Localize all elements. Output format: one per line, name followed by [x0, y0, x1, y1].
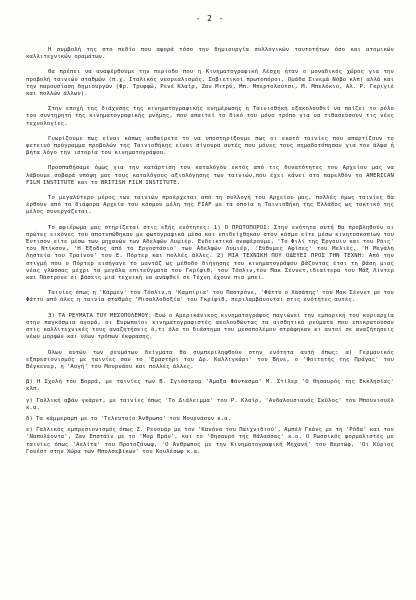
list-item-kammerspiel: δ) Τα κάμμεραμπ με το 'Τελευταίο Άνθρωπο' του Μουρνάουν κ.α.: [26, 415, 232, 422]
paragraph-hundred-films: Γνωρίζουμε πως είναι κάπως αυθαίρετο το να υποστηρίξουμε πως οι εκατό ταινίες που απαρτίζουν το φετεινό πρόγραμμα προβολών της Ταινιοθήκης είναι σίγουρα αυτές που μόνες τους σημαδοτόπησαν για τον άλφα ή βήτα λόγο την ιστορία του κινηματογράφου.: [26, 135, 394, 157]
page-number: - 2 -: [195, 14, 225, 23]
paragraph-example-films: Ταινίες όπως η 'Κάρμεν' του Τόσλιν,η 'Καμπίρια' του Παστρόνε, 'Φάττυ ο Χασάπης' του Μακ Σέννετ με τον Φάττυ από όλες η ταινία σταθμός 'Μισαλλοδοξία' του Γκρίφιθ, περιλαμβάνονται στις ενότητες αυτές.: [26, 290, 394, 304]
paragraph-fiaf-collaboration: Το μεγαλύτερο μέρος των ταινιών προέρχεται από τη συλλογή του Αρχείου μας, πολλές όμως ταινίες θα έρθουν από τα διάφορα Αρχεία του κόσμου μέλη της FIAF με τα οποία η Ταινιοθήκη της Ελλάδος ως τακτικό της μέλος συνεργάζεται.: [26, 195, 394, 216]
list-item-nordic-school: β) Η Σχολή του Βορρά, με ταινίες των Β. Σγιόστρομ 'Άμαξα Φάντασμα' Μ. Στίλερ 'Ο Θησαυρός της Εκκλησίας' κλπ.: [26, 379, 394, 393]
paragraph-pioneers-section: Το αφιέρωμα μας στηρίζεται στις εξής ενότητες: 1) Ο ΠΡΩΤΟΠΟΡΟΙ: Στην ενότητα αυτή θα προβληθούν οι πρώτες εικόνες του αποτυπώθηκαν με φωτογραφικά μέσα και επιδείχθηκαν στον κόσμο είτε μέσω κινητοσκοπίων του Έντισον είτε μέσω των μηχανών των Αδελφών Λυμιέρ. Ενδεικτικά αναφέρουμε, 'Το Φιλί της Έργουιν και του Ράις' του Ντίκσον, 'Η Έξοδος από το Εργοστάσιο' των Αδελφών Λυμιέρ, 'Εύθυμες Αφίσες' του Μελιές, 'Η Μεγάλη Ληστεία του Τραίνου' του Ε. Πόρτερ και πολλές άλλες. 2) ΜΙΑ ΤΕΧΝΙΚΗ ΠΟΥ ΟΔΕΥΕΙ ΠΡΟΣ ΤΗΝ ΤΕΧΝΗ: Από την στιγμή που ο Πόρτερ εισήγαγε το μοντάζ ως μέθοδο διήγησης του κινηματογράφου βάζοντας έτσι τη βάση μιας νέας γλώσσας μέχρι τα μεγάλα επιτεύγματα του Γκρίφιθ, του Τόσλιν,του Μακ Σέννετ,ιδιαίτερα του Μάξ Λίντερ και Πάστρονε οι βάσεις μιά τεχνική να αναφθεί σε Τέχνη έχουν πια μπεί.: [26, 224, 394, 282]
paragraph-archive-role: Στην εποχή της διάχυσης της κινηματογραφικής ενημέρωσης η Ταινιοθήκη εξακολουθεί να παίζει το ρόλο του συντηρητή της κινηματογραφικής μνήμης, που απαιτεί το δικό του μόνο τρόπο για να τιθασεύσουν τις νέες τεχνολογίες.: [26, 106, 394, 127]
paragraph-film-club-history: Θα πρέπει να αναφέρθουμε την περίοδο που η Κινηματογραφική Λέσχη ήταν ο μοναδικός χώρος για την προβολή ταινιών σταθμών (π.χ. Ιταλικός νεορεαλισμός, Σοβιετικοί πρωτοπόροι, Ομάδα Σινεμά Νόβο κλπ) αλλά και την παρουσίαση δημιουργών (Φρ. Τρυφφώ, Ρενέ Κλαίρ, Ζαν Μιτρύ, Μπ. Μπερτολούτσι, Μ. Μπελόκιο, Αλ. Ρ. Γκριγιέ και πολλών άλλων).: [26, 69, 394, 98]
paragraph-catalogue-sources: Προσπαθήσαμε όμως για την κατάρτιση του καταλόγου εκτός από τις δυνατότητες του Αρχείου μας να λάβουμε σοβαρά υπόψη μας τους καταλόγους αξιολόγησης των ταινιών,που έχει κάνει στο παρελθόν το AMERICAN FILM INSTITUTE και το BRITISH FILM INSTITUTE.: [26, 165, 394, 186]
paragraph-continuation: Η συμβολή της στο πεδίο που αφορά τόσο την δημιουργία συλλογικών ταυτοτήτων όσο και ατομικών καλλιτεχνικών οραμάτων.: [26, 47, 394, 61]
paragraph-interwar-movements: 3) ΤΑ ΡΕΥΜΑΤΑ ΤΟΥ ΜΕΣΟΠΟΛΕΜΟΥ: Ενώ ο Αμερικάνικος κινηματογράφος παγιώνει την εμπορική του κυριαρχία στην παγκόσμια αγορά, οι Ευρωπαίοι κινηματογραφιστές ακολουθώντας τα αισθητικά ρεύματα που επικρατούσαν στις καλλιτεχνικές τους αναζητήσεις ό,τι όλο το διάστημα του μεσοπολέμου στράφηκαν κι αυτοί σε αναζήτησεις νέων μορφών και νέων τρόπων έκφρασης.: [26, 312, 394, 341]
list-item-french-impressionism: ε) Γαλλικός εμπρεσιονισμός όπως Ζ. Ρενουάρ με τον 'Κανόνα του Παιχνιδιού', Αμπέλ Γκάνς με τη 'Ρόδα' και τον 'Ναπολέοντα', Ζαν Επστάϊν με το 'Μορ Βράν', και το 'Θησαυρό της Θάλασσας' κ.ο. Ο Ρωσσικός φορμαλιστές με ταινίες όπως 'Αελίτα' του Προτοζάνωφ, 'Ο Άνθρωπος με την Κινηματογραφική Μηχανή' του Βερτώφ, 'Οι Κύριος Γουέστ στην Χώρα των Μπολσεβίκων' του Κουλέσωφ κ.α.: [26, 427, 394, 455]
paragraph-expressionism: Όλων αυτών των ρευμάτων δείγματα θα συμπεριληφθούν στην ενότητα αυτή όπως: α) Γερμανικός εξπρεσιονισμός με ταινίες σαν το 'Εραστήρι του Δρ. Καλλιγκάρι' του Βήνε, ο 'Φοιτητής της Πράγας' του Βέγκενερ, η 'Αυγή' του Μουρνάου και πολλές άλλες.: [26, 349, 394, 370]
list-item-french-avant-garde: γ) Γαλλική αβάν γκάρντ, με ταινίες όπως 'Το Διάλειμμα' του Ρ. Κλαίρ, 'Ανδαλουσιανός Σκύλος' του Μπουνιουέλ κ.α.: [26, 397, 394, 411]
